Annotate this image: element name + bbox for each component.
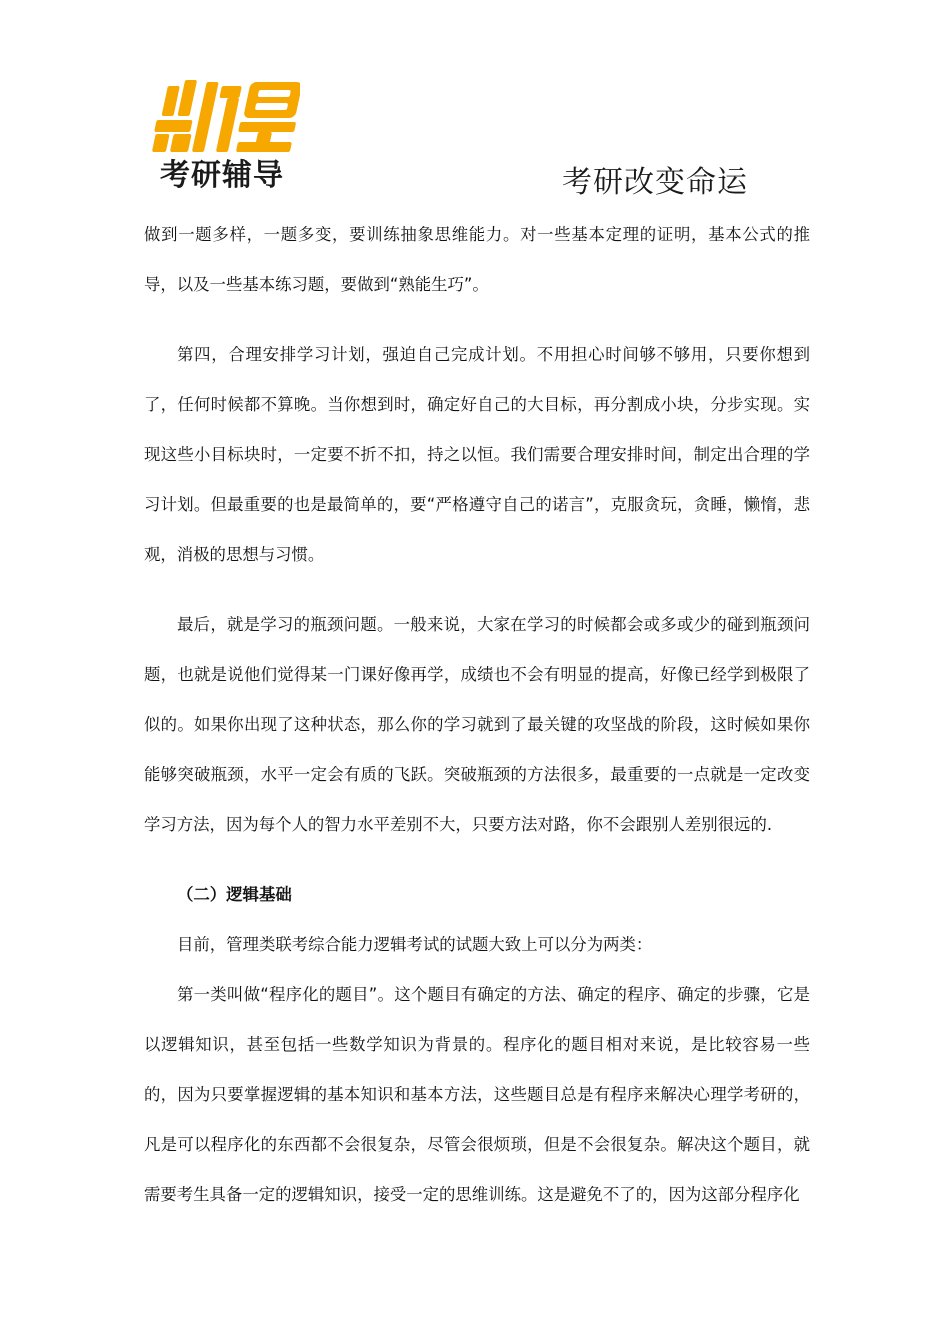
header-slogan: 考研改变命运: [562, 165, 748, 200]
page-header: [0, 0, 950, 210]
kaicheng-logo: [150, 76, 300, 196]
paragraph-gap: [144, 310, 810, 330]
section-heading-logic: （二）逻辑基础: [177, 885, 292, 904]
paragraph-programmatic-questions: 第一类叫做“程序化的题目”。这个题目有确定的方法、确定的程序、确定的步骤，它是以逻辑知识，甚至包括一些数学知识为背景的。程序化的题目相对来说，是比较容易一些的，因为只要掌握逻辑的基本知识和基本方法，这些题目总是有程序来解决心理学考研的，凡是可以程序化的东西都不会很复杂，尽管会很烦琐，但是不会很复杂。解决这个题目，就需要考生具备一定的逻辑知识，接受一定的思维训练。这是避免不了的，因为这部分程序化: [144, 985, 810, 1204]
document-body: [144, 210, 810, 1220]
logo-mark-icon: [150, 76, 300, 156]
logo-subtitle: 考研辅导: [160, 158, 284, 193]
paragraph-continued: 做到一题多样，一题多变，要训练抽象思维能力。对一些基本定理的证明，基本公式的推导，以及一些基本练习题，要做到“熟能生巧”。: [144, 225, 810, 294]
paragraph-gap: [144, 580, 810, 600]
paragraph-bottleneck: 最后，就是学习的瓶颈问题。一般来说，大家在学习的时候都会或多或少的碰到瓶颈问题，也就是说他们觉得某一门课好像再学，成绩也不会有明显的提高，好像已经学到极限了似的。如果你出现了这种状态，那么你的学习就到了最关键的攻坚战的阶段，这时候如果你能够突破瓶颈，水平一定会有质的飞跃。突破瓶颈的方法很多，最重要的一点就是一定改变学习方法，因为每个人的智力水平差别不大，只要方法对路，你不会跟别人差别很远的.: [144, 615, 810, 834]
paragraph-study-plan: 第四，合理安排学习计划，强迫自己完成计划。不用担心时间够不够用，只要你想到了，任何时候都不算晚。当你想到时，确定好自己的大目标，再分割成小块，分步实现。实现这些小目标块时，一定要不折不扣，持之以恒。我们需要合理安排时间，制定出合理的学习计划。但最重要的也是最简单的，要“严格遵守自己的诺言”，克服贪玩，贪睡，懒惰，悲观，消极的思想与习惯。: [144, 345, 810, 564]
paragraph-logic-intro: 目前，管理类联考综合能力逻辑考试的试题大致上可以分为两类：: [177, 935, 653, 954]
paragraph-gap: [144, 850, 810, 870]
